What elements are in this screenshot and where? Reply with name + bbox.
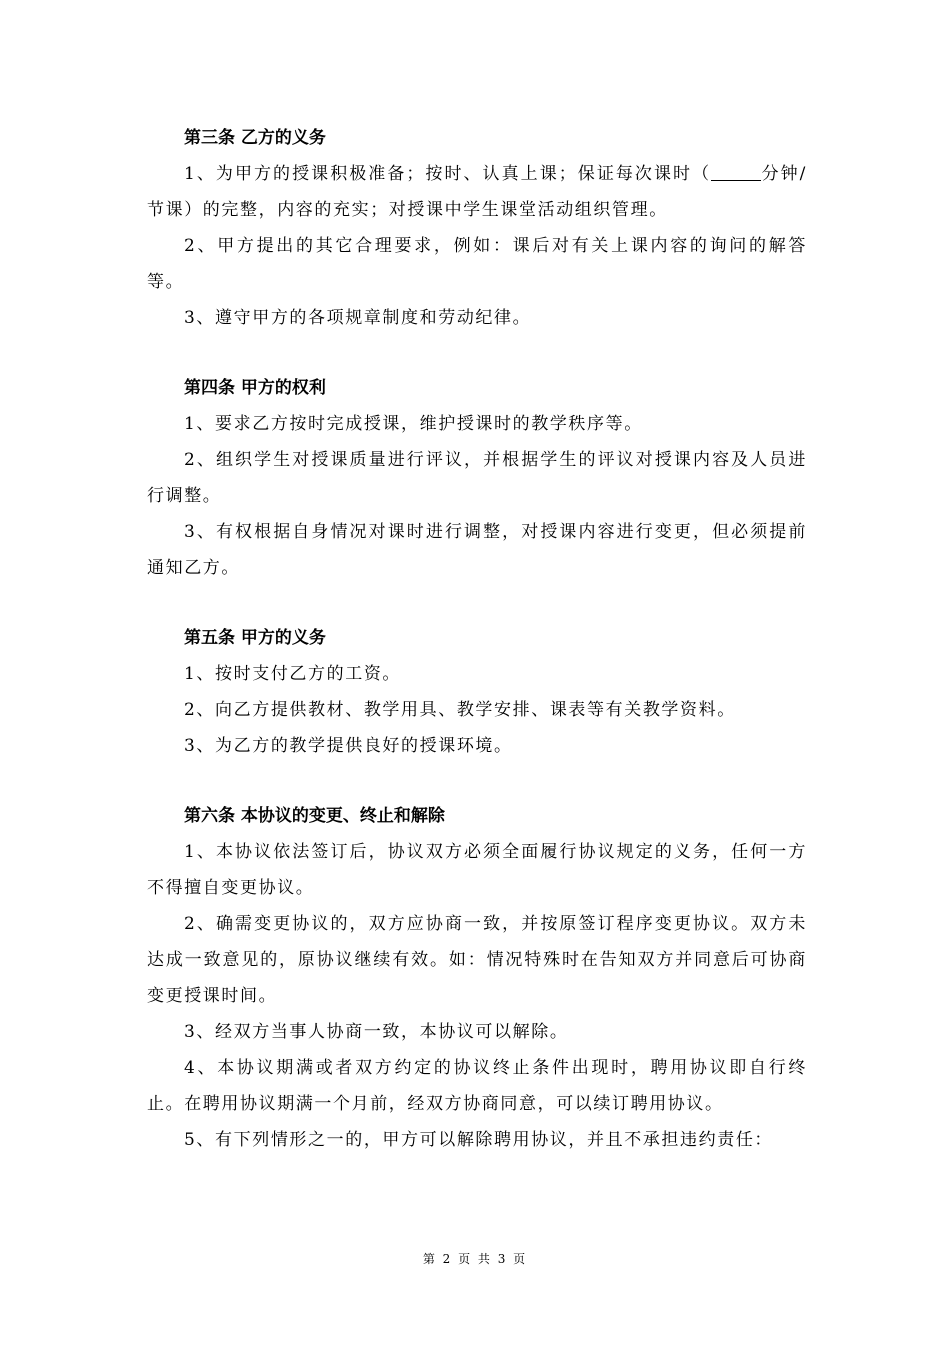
- paragraph: 2、组织学生对授课质量进行评议，并根据学生的评议对授课内容及人员进行调整。: [147, 450, 807, 506]
- paragraph: 3、经双方当事人协商一致，本协议可以解除。: [184, 1022, 569, 1042]
- paragraph: 2、确需变更协议的，双方应协商一致，并按原签订程序变更协议。双方未达成一致意见的，原协议继续有效。如：情况特殊时在告知双方并同意后可协商变更授课时间。: [147, 914, 807, 1006]
- paragraph-text: 1、为甲方的授课积极准备；按时、认真上课；保证每次课时（: [184, 164, 712, 184]
- section-article-5: [147, 620, 807, 764]
- paragraph: 1、要求乙方按时完成授课，维护授课时的教学秩序等。: [184, 414, 643, 434]
- paragraph: 5、有下列情形之一的，甲方可以解除聘用协议，并且不承担违约责任：: [184, 1130, 774, 1150]
- paragraph: [147, 156, 807, 228]
- section-heading: 第六条 本协议的变更、终止和解除: [184, 806, 445, 826]
- section-heading: 第五条 甲方的义务: [184, 628, 326, 648]
- paragraph-text: 分钟/节课）的完整，内容的充实；对授课中学生课堂活动组织管理。: [147, 164, 807, 220]
- paragraph: 3、为乙方的教学提供良好的授课环境。: [184, 736, 513, 756]
- section-heading: 第三条 乙方的义务: [184, 128, 326, 148]
- paragraph: 3、遵守甲方的各项规章制度和劳动纪律。: [184, 308, 532, 328]
- paragraph: 4、本协议期满或者双方约定的协议终止条件出现时，聘用协议即自行终止。在聘用协议期满一个月前，经双方协商同意，可以续订聘用协议。: [147, 1058, 807, 1114]
- document-body: [147, 120, 807, 1192]
- paragraph: 1、本协议依法签订后，协议双方必须全面履行协议规定的义务，任何一方不得擅自变更协议。: [147, 842, 807, 898]
- section-article-3: [147, 120, 807, 336]
- fill-in-blank: [711, 163, 761, 181]
- paragraph: 3、有权根据自身情况对课时进行调整，对授课内容进行变更，但必须提前通知乙方。: [147, 522, 807, 578]
- section-heading: 第四条 甲方的权利: [184, 378, 326, 398]
- section-article-6: [147, 798, 807, 1158]
- paragraph: 2、甲方提出的其它合理要求，例如：课后对有关上课内容的询问的解答等。: [147, 236, 807, 292]
- section-article-4: [147, 370, 807, 586]
- paragraph: 1、按时支付乙方的工资。: [184, 664, 402, 684]
- paragraph: 2、向乙方提供教材、教学用具、教学安排、课表等有关教学资料。: [184, 700, 736, 720]
- page-number-footer: 第 2 页 共 3 页: [422, 1252, 528, 1266]
